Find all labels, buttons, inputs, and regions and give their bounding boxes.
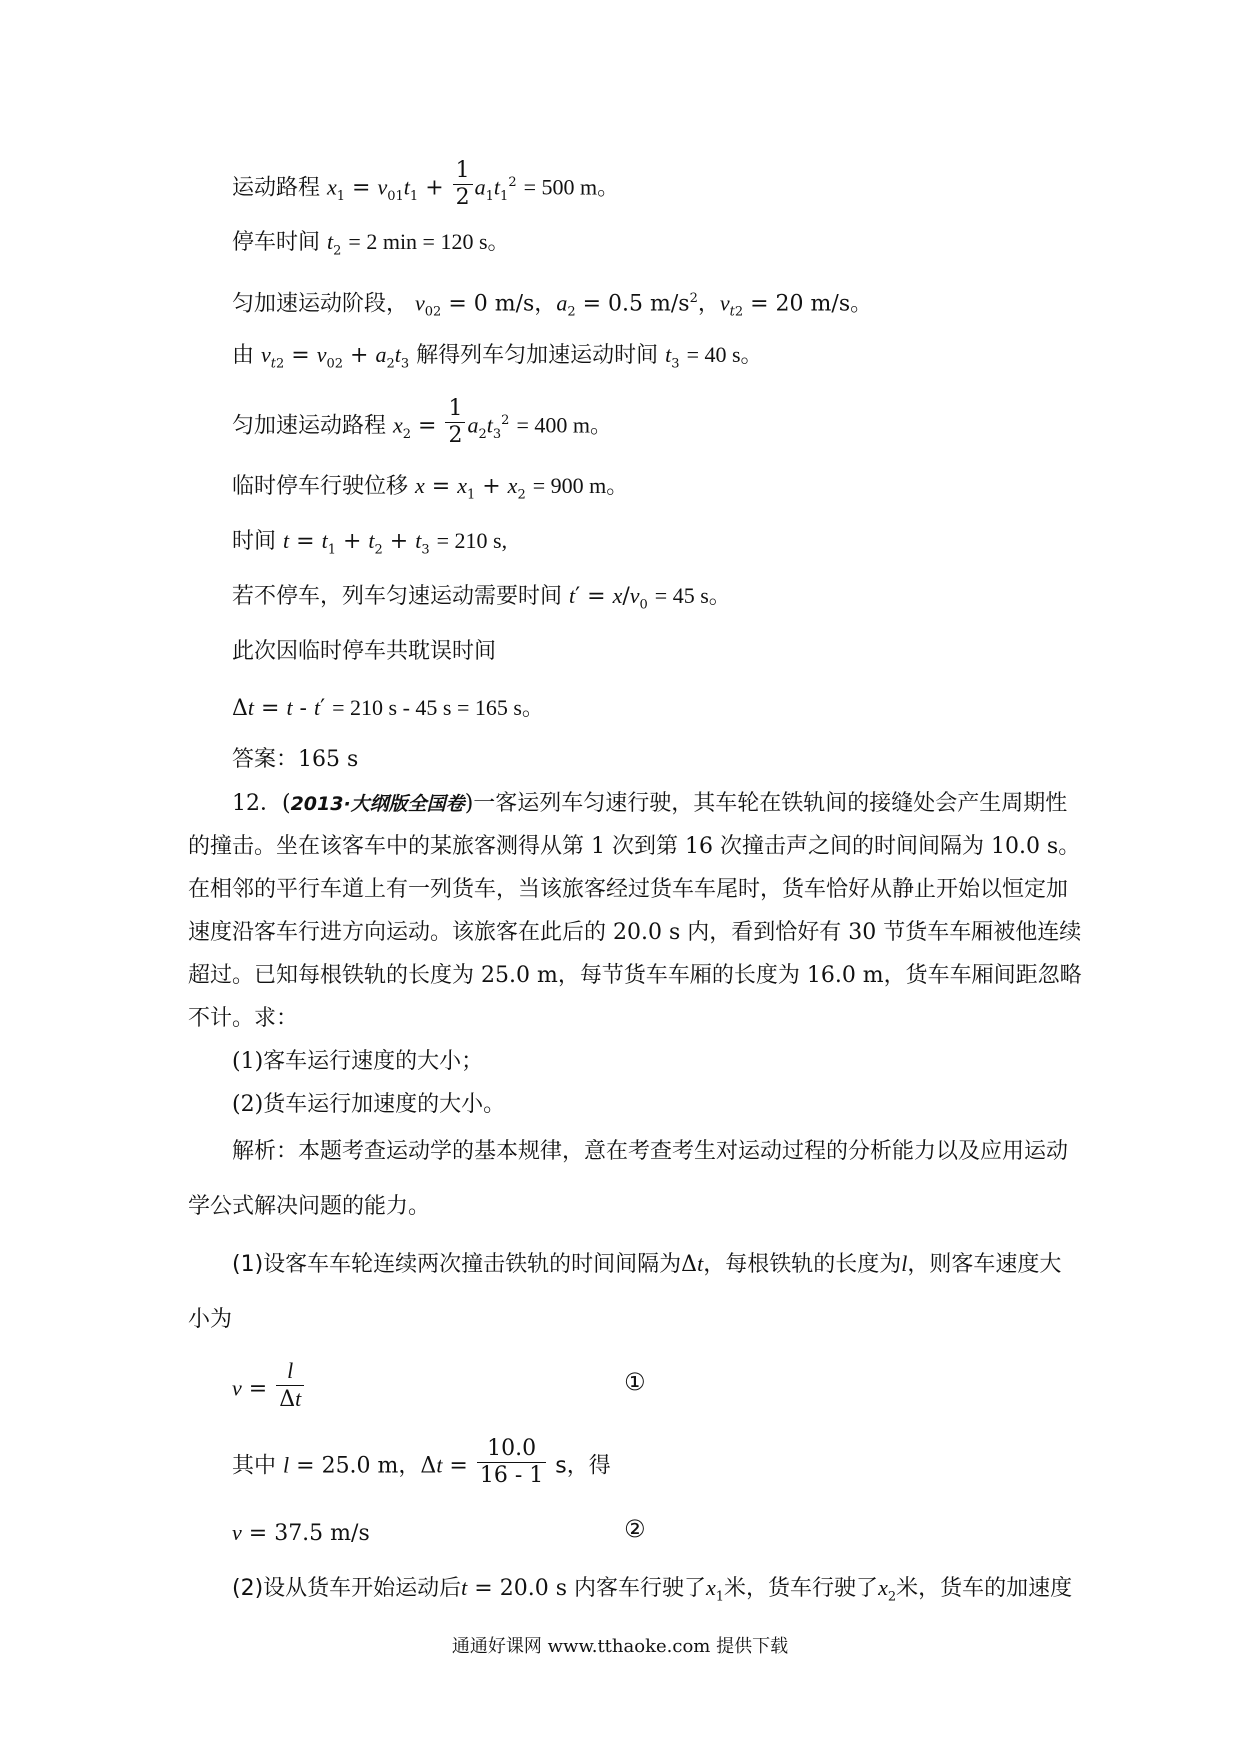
problem-line-2: 的撞击。坐在该客车中的某旅客测得从第 1 次到第 16 次撞击声之间的时间间隔为 10.0 s。 — [188, 834, 1081, 859]
equation-mark-2: ② — [624, 1515, 646, 1543]
equation-displacement: 临时停车行驶位移 $x = x_1 + x_2 = 900$ m。 — [232, 473, 629, 503]
problem-line-3: 在相邻的平行车道上有一列货车，当该旅客经过货车车尾时，货车恰好从静止开始以恒定加 — [188, 877, 1069, 902]
solution-line-7: (2)设从货车开始运动后t = 20.0 s 内客车行驶了$x_1$米，货车行驶了$x_2$米，货车的加速度 — [232, 1575, 1073, 1605]
problem-line-1: 12．(2013·大纲版全国卷)一客运列车匀速行驶，其车轮在铁轨间的接缝处会产生周期性 — [232, 791, 1068, 816]
question-2: (2)货车运行加速度的大小。 — [232, 1092, 506, 1117]
equation-distance-1: 运动路程 $x_1 = v_{01}t_1$ + $\frac{1}{2}$ $a_1t_1^2 = 500$ m。 — [232, 158, 620, 210]
solution-line-4: 小为 — [188, 1307, 233, 1332]
question-1: (1)客车运行速度的大小； — [232, 1049, 484, 1074]
equation-delay: Δt = t - t′ = 210 s - 45 s = 165 s。 — [232, 695, 544, 721]
solution-line-2: 学公式解决问题的能力。 — [188, 1194, 431, 1219]
equation-accel-time: 由 $v_{t2} = v_{02} + a_2t_3$ 解得列车匀加速运动时间 $t_3 = 40$ s。 — [232, 342, 763, 372]
equation-accel-stage: 匀加速运动阶段， $v_{02} = 0$ m/s，$a_2 = 0.5$ $m/s^2$，$v_{t2} = 20$ m/s。 — [232, 290, 873, 320]
answer: 答案：165 s — [232, 747, 359, 772]
problem-line-5: 超过。已知每根铁轨的长度为 25.0 m，每节货车车厢的长度为 16.0 m，货车车厢间距忽略 — [188, 963, 1082, 988]
solution-line-5: 其中 l = 25.0 m，Δt = $\frac{10.0}{16 - 1}$ s，得 — [232, 1436, 611, 1488]
solution-line-1: 解析：本题考查运动学的基本规律，意在考查考生对运动过程的分析能力以及应用运动 — [232, 1139, 1069, 1164]
equation-stop-time: 停车时间 $t_2 = 2$ min = 120 s。 — [232, 229, 510, 259]
equation-total-time: 时间 $t = t_1 + t_2 + t_3 = 210$ s, — [232, 528, 508, 558]
equation-velocity-formula: v = $\frac{l}{\Delta t}$ — [232, 1362, 306, 1417]
footer-source: 通通好课网 www.tthaoke.com 提供下载 — [451, 1636, 789, 1657]
equation-accel-distance: 匀加速运动路程 $x_2$ = $\frac{1}{2}$ $a_2t_3^2 = 400$ m。 — [232, 396, 612, 448]
delay-label: 此次因临时停车共耽误时间 — [232, 639, 497, 664]
problem-source: 2013·大纲版全国卷 — [290, 793, 465, 815]
problem-line-6: 不计。求： — [188, 1006, 299, 1031]
equation-no-stop-time: 若不停车，列车匀速运动需要时间 $t' = x/v_0 = 45$ s。 — [232, 583, 731, 613]
problem-line-4: 速度沿客车行进方向运动。该旅客在此后的 20.0 s 内，看到恰好有 30 节货车车厢被他连续 — [188, 920, 1082, 945]
solution-line-3: (1)设客车车轮连续两次撞击铁轨的时间间隔为Δt，每根铁轨的长度为l，则客车速度大 — [232, 1251, 1062, 1277]
equation-mark-1: ① — [624, 1368, 646, 1396]
equation-velocity-result: v = 37.5 m/s — [232, 1520, 370, 1546]
